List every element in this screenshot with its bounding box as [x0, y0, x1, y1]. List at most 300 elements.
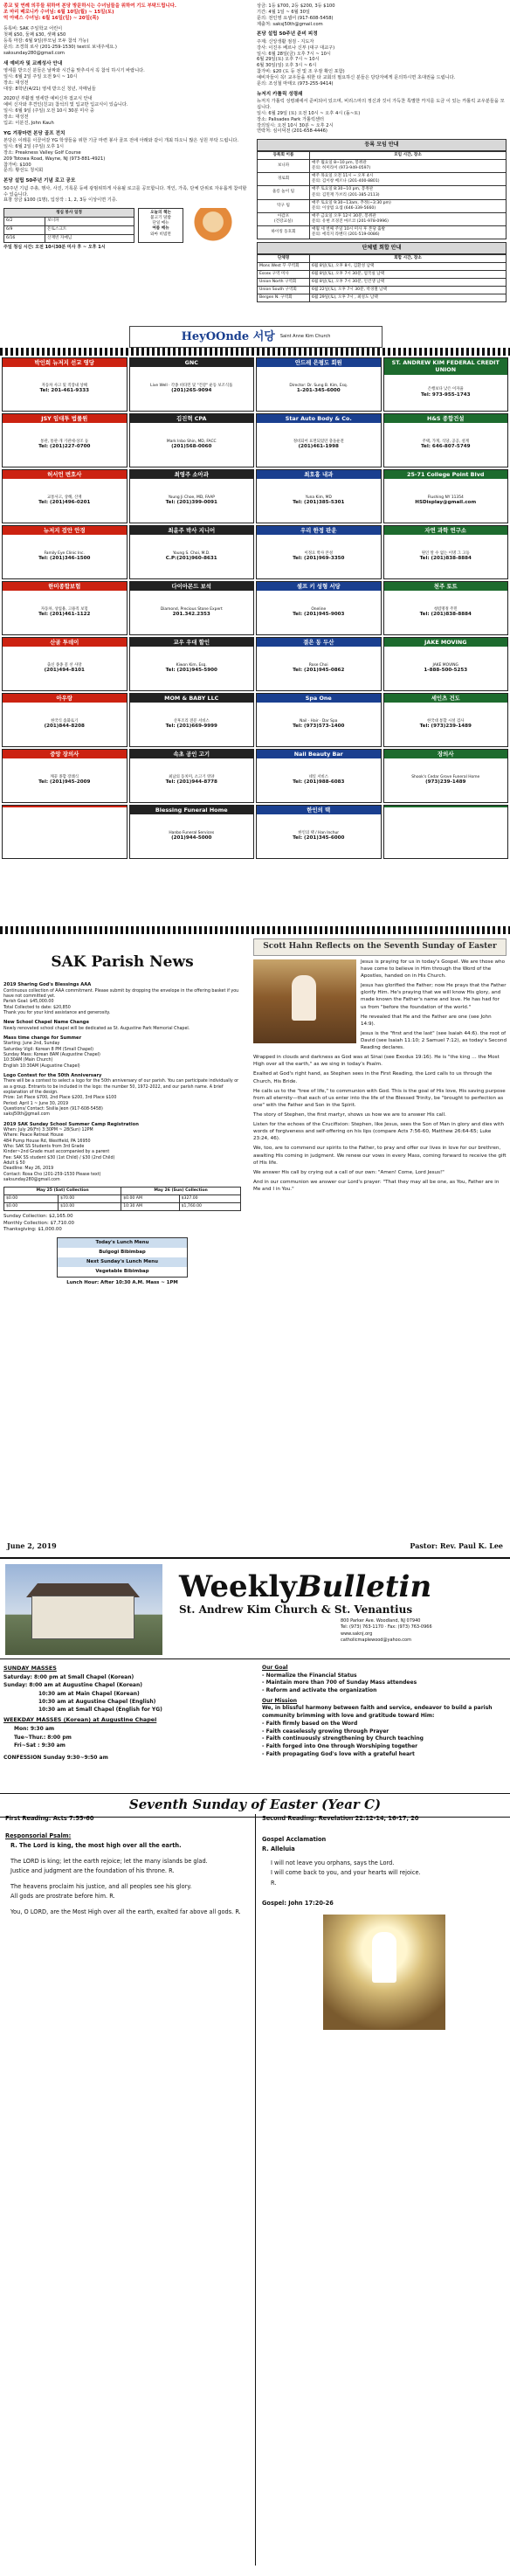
ad-description: 통관, 통관·개 기관세·상조 등: [40, 439, 89, 444]
ad-description: Live Well · 각종 비타민 및 "건강" 운동 보조식품: [150, 383, 233, 388]
goal-item: - Reform and activate the organization: [262, 1687, 377, 1694]
psalm-response: R. The Lord is king, the most high over all the earth.: [10, 1842, 182, 1850]
table-row: [258, 279, 507, 287]
ad-card: [129, 525, 255, 579]
ad-phone: Tel: (973)573-1400: [293, 724, 345, 730]
ad-card: [2, 805, 128, 859]
table-header: May 25 (Sat) Collection: [4, 1188, 121, 1195]
menu-bubble: [138, 208, 183, 243]
ad-description: 네일 서비스: [308, 774, 329, 779]
mass-item: 10:30 am at Main Chapel (Korean): [38, 1690, 140, 1697]
ad-card: [383, 749, 509, 803]
reflection-paragraph: We answer His call by crying out a call of our own: "Amen! Come, Lord Jesus!": [253, 1169, 445, 1175]
ad-title: 최윤주 박사 지니어: [130, 526, 254, 535]
masthead-title: [179, 1568, 431, 1617]
weekday-masses-title: WEEKDAY MASSES (Korean) at Augustine Chapel: [3, 1716, 157, 1724]
ad-phone: Tel: (201)969-3350: [293, 556, 345, 562]
column-divider: [255, 1814, 256, 2566]
ad-phone: Tel: (201)345-6000: [293, 835, 345, 841]
table-header: May 26 (Sun) Collection: [121, 1188, 241, 1195]
reflection-paragraph: Exalted at God's right hand, as Stephen sees in the First Reading, the Lord calls to us through the Church, His Bride.: [253, 1071, 493, 1084]
ad-phone: HSDisplay@gmail.com: [415, 500, 477, 506]
ad-card: [383, 413, 509, 467]
table-cell: 보니파: [258, 160, 310, 173]
cleaning-schedule: [3, 208, 251, 243]
ad-title: 결은 동 두산: [257, 638, 381, 647]
table-cell: 6월 22일(토), 오후 7시 30분, 박경철 남택: [310, 287, 507, 294]
ad-card: [256, 749, 382, 803]
ad-title: 천주 토트: [384, 582, 508, 591]
ad-body: [3, 758, 127, 802]
mission-item: - Faith ceaselessly growing through Prayer: [262, 1728, 389, 1735]
table-cell: 매주 목요일 오전 11시 ~ 오후 4시 문의: 김이창 베르나 (201-400-8801): [310, 173, 507, 186]
table-cell: 아감포 (건강교실): [258, 212, 310, 225]
news-item-body: Continuous collection of AAA commitment. Please submit by dropping the envelope in the offering basket if you have not committed yet. Parish Goal: $45,000.00 Total Collected to date: $20,850 Thank you for your kind assistance and generosity.: [3, 988, 239, 1016]
ascension-image: [323, 1915, 445, 2030]
table-row: [4, 1195, 241, 1203]
ad-card: [256, 525, 382, 579]
table-cell: 경로회: [258, 173, 310, 186]
ad-body: [257, 647, 381, 690]
table-cell: 매월 세 번째 주일 10시 미사 후 본당 출발 문의: 에리지 라벤디 (201-519-0086): [310, 225, 507, 239]
announcement-body: 50주년 기념 주총, 행사, 사진, 기록문 등에 광범위하게 사용될 로고를 공모합니다. 개인, 가족, 단체 단위로 자유롭게 참여할 수 있습니다. 표창 상금 $100 (1명), 입상작 : 1, 2, 3등 이상이면 기증.: [3, 185, 247, 204]
reflection-paragraph: The story of Stephen, the first martyr, shows us how we are to answer His call.: [253, 1111, 446, 1118]
news-item-body: When: July 26(Fri) 3:30PM ~ 28(Sun) 12PM Where: Peace Retreat House 484 Pump House Rd, Westfield, PA 16950 Who: SAK SS Students from 3rd Grade Kinder~2nd Grade must accompanied by a parent Fee: SAK SS student $30 (1st Child) / $30 (2nd Child) Adult $ 50 Deadline: May 26, 2019 Contact: Rosa Cho (201-259-1530 Please text) saksunday280@gmail.com: [3, 1127, 115, 1182]
goal-title: Our Goal: [262, 1665, 288, 1671]
table-cell: 보니파: [45, 218, 134, 226]
ad-phone: Tel: (201)669-9999: [165, 724, 217, 730]
table-cell: Bergen N. 구역회: [258, 294, 310, 302]
ad-phone: C.P:(201)960-8631: [165, 556, 217, 562]
table-cell: 돈토스크트: [45, 225, 134, 234]
ad-card: [2, 525, 128, 579]
ad-title: 25-71 College Point Blvd: [384, 470, 508, 479]
ad-title: MOM & BABY LLC: [130, 694, 254, 703]
ad-phone: Tel: (201)838-8884: [419, 556, 472, 562]
ad-phone: Tel: (201)838-8884: [419, 612, 472, 618]
reflection-paragraph: Wrapped in clouds and darkness as God was at Sinai (see Exodus 19:16). He is "the king … the Most High over all the earth," as we sing in today's Psalm.: [253, 1055, 500, 1068]
parish-news: [3, 938, 241, 1286]
ad-card: [2, 581, 128, 635]
church-address: 800 Parker Ave. Woodland, NJ 07940 Tel: (973) 763-1170 · Fax: (973) 763-0966 www.saknj.org catholicmaplewood@yahoo.com: [341, 1618, 432, 1643]
ad-body: [3, 807, 127, 858]
ad-body: [130, 703, 254, 746]
ad-phone: 1-201-345-6000: [296, 388, 341, 394]
menu-item: 단일 메뉴: [152, 221, 169, 226]
meetings-title: 단체별 회합 안내: [257, 242, 507, 254]
ad-card: [129, 693, 255, 747]
lunch-hours: Lunch Hour: After 10:30 A.M. Mass ~ 1PM: [66, 1280, 178, 1286]
ad-body: [130, 367, 254, 411]
ad-title: Nail Beauty Bar: [257, 750, 381, 758]
confession-time: CONFESSION Sunday 9:30~9:50 am: [3, 1755, 108, 1762]
mass-schedule: [3, 1662, 250, 1762]
reflection-paragraph: And in our communion we answer our Lord's prayer: "That they may all be one, as You, Father are in Me and I in You.": [253, 1179, 500, 1192]
ad-card: [129, 805, 255, 859]
cartoon-character-image: [187, 208, 239, 243]
ad-description: 산후조리 전문 서비스: [173, 718, 210, 724]
announcement-title: 뉴저지 카톨릭 성령쇄: [257, 91, 303, 97]
ad-description: 한국식 솜화로기: [51, 718, 79, 724]
ad-body: [3, 591, 127, 634]
ad-body: [257, 479, 381, 523]
table-row: [258, 186, 507, 199]
ad-phone: (201)944-5000: [171, 835, 212, 841]
ad-card: [256, 413, 382, 467]
lunch-title: Next Sunday's Lunch Menu: [58, 1257, 187, 1267]
table-cell: Union North 구역회: [258, 279, 310, 287]
ad-body: [3, 647, 127, 690]
ad-title: JSY 임대투 법률원: [3, 414, 127, 423]
news-item-title: Mass time change for Summer: [3, 1035, 82, 1042]
announcement-body: 상금: 1등 $700, 2등 $200, 3등 $100 기간: 4월 1일 ~ 6월 30일 문의: 전인영 요셉어 (917-608-5458) 제출처: saksj50th@gmail.com: [257, 3, 335, 27]
ad-title: 중앙 장의사: [3, 750, 127, 758]
table-row: [258, 262, 507, 270]
alleluia: R. Alleluia: [262, 1845, 295, 1853]
ad-phone: (973)239-1489: [425, 779, 466, 786]
table-header: 단체명: [258, 254, 310, 262]
ad-description: 최남의 동치미, 소고기 영양: [169, 774, 215, 779]
ad-card: [256, 805, 382, 859]
announcement-block: [3, 131, 251, 175]
ad-card: [129, 581, 255, 635]
news-section: [0, 935, 510, 1538]
ad-title: 김진혁 CPA: [130, 414, 254, 423]
reflection-paragraph: Listen for the echoes of the Crucifixion: Stephen, like Jesus, sees the Son of Man in glory and dies with words of forgiveness and self-offering on his lips (compare Acts 7:56-60, Matthew 26:64-65; Luke 23:24, 46).: [253, 1122, 505, 1142]
divider-band: [0, 348, 510, 356]
news-item-title: New School Chapel Name Change: [3, 1020, 89, 1026]
table-cell: $0.00: [4, 1203, 59, 1211]
news-item: [3, 1020, 241, 1032]
ad-card: [256, 637, 382, 691]
ad-description: 교통사고, 상해, 산재: [46, 495, 82, 500]
table-cell: $0.00: [4, 1195, 59, 1203]
ad-title: 최영주 소아과: [130, 470, 254, 479]
ad-description: 자동차, 상업용, 고용직 보험: [40, 606, 88, 612]
ad-phone: (201)844-8208: [44, 724, 85, 730]
table-cell: 6/16: [4, 234, 45, 243]
ad-card: [2, 693, 128, 747]
ad-phone: Tel: 973-955-1743: [420, 391, 471, 398]
ad-body: [130, 647, 254, 690]
table-cell: $327.00: [179, 1195, 240, 1203]
mass-item: 10:30 am at Small Chapel (English for YG): [38, 1707, 162, 1714]
table-row: [258, 270, 507, 278]
ad-description: 출신 종종 꽃 선 사망: [46, 662, 82, 668]
news-items: [3, 982, 241, 1183]
ad-description: Flushing NY 11354: [427, 495, 464, 500]
masthead-subtitle: St. Andrew Kim Church & St. Venantius: [179, 1603, 413, 1616]
ad-body: [130, 591, 254, 634]
announcement-block: [3, 178, 251, 204]
reflection-paragraph: Jesus is praying for us in today's Gospel. We are those who have come to believe in Him through the Word of the Apostles, handed on in His Church.: [361, 959, 506, 980]
ad-title: 한미종합보험: [3, 582, 127, 591]
ad-phone: Tel: 646-807-5749: [420, 444, 471, 450]
ad-phone: Tel: (201)227-0700: [38, 444, 91, 450]
ad-card: [2, 357, 128, 412]
bulletin-masthead: [0, 1564, 510, 1657]
ad-card: [383, 805, 509, 859]
ad-phone: Tel: (201)944-8778: [165, 779, 217, 786]
goal-item: - Normalize the Financial Status: [262, 1672, 357, 1679]
ad-title: 교우 우대 할인: [130, 638, 254, 647]
table-row: [258, 173, 507, 186]
ad-body: [130, 423, 254, 467]
ad-description: Diamond, Precious Stone Expert: [160, 606, 223, 612]
ad-body: [130, 814, 254, 858]
ad-title: 아우랑: [3, 694, 127, 703]
sunday-masses-title: SUNDAY MASSES: [3, 1665, 57, 1672]
ad-description: 원인 알 수 없는 이명 그 고등: [421, 551, 470, 556]
table-cell: 6월 29일(토), 오후 7시 , 최성도 남택: [310, 294, 507, 302]
announcement-block: [3, 61, 251, 93]
second-reading: Second Reading: Revelation 22:12-14, 16-17, 20: [262, 1815, 419, 1822]
news-item-body: Starting: June 2nd, Sunday Saturday Vigil: Korean 8 PM (Small Chapel) Sunday Mass: Korean 8AM (Augustine Chapel) 10:30AM (Main Church) English 10:30AM (Augustine Chapel): [3, 1042, 100, 1069]
groups-title: 등록 모임 안내: [257, 139, 507, 151]
announcement-body: 2020년 부활절 영세반 예비신자 접교식 안내 예비 신자와 후견인(친교) 참석의 및 입교반 입교식이 있습니다. 일시: 6월 9일 (주일) 오전 10시 30분 미사 중 장소: 대성전 입교: 이분진, John Kauh: [3, 96, 128, 126]
ad-body: [384, 375, 508, 411]
ad-body: [3, 535, 127, 578]
ad-body: [130, 535, 254, 578]
ad-phone: (201)265-9094: [171, 388, 212, 394]
ad-body: [257, 423, 381, 467]
scott-hahn-reflection: [253, 938, 507, 1193]
ad-title: ST. ANDREW KIM FEDERAL CREDIT UNION: [384, 358, 508, 375]
ad-card: [2, 413, 128, 467]
ad-description: Oneline: [311, 606, 327, 612]
ad-body: [384, 807, 508, 858]
announcement-body: 영세를 받으신 분들은 날짜와 시간을 맞추셔서 꼭 참석 하시기 바랍니다. 일시: 6월 2일 주일 오전 9시 ~ 10시 장소: 대성전 대상: 8학년(4/21) 영세 받으신 청년, 자매님들: [3, 68, 145, 92]
lunch-title: Today's Lunch Menu: [58, 1238, 187, 1248]
table-cell: $70.00: [59, 1195, 121, 1203]
ad-card: [383, 357, 509, 412]
ad-phone: Tel: (201)945-5900: [165, 668, 217, 674]
ad-body: [257, 814, 381, 858]
korean-announcements: [0, 0, 510, 348]
menu-item: 오늘의 책는: [150, 211, 171, 216]
sponsor-logo: [129, 326, 382, 348]
ad-card: [256, 693, 382, 747]
ad-body: [384, 703, 508, 746]
news-item-body: There will be a contest to select a logo for the 50th anniversary of our parish. You can participate individually or as a group. Entrants to be included in the logo: the number 50, 1972-2022, and our parish name. A brief explanation of the design. Prize: 1st Place $700, 2nd Place $200, 3rd Place $100 Period: April 1 ~ June 30, 2019 Questions/ Contact: Sisilia Jeon (917-608-5458) saksj50th@gmail.com: [3, 1079, 239, 1118]
ad-body: [3, 479, 127, 523]
cleaning-title: 청심 봉사 일정: [4, 209, 134, 218]
ad-phone: (201)494-8101: [44, 668, 85, 674]
ad-title: 세인츠 건도: [384, 694, 508, 703]
ad-body: [3, 703, 127, 746]
table-row: [4, 1203, 241, 1211]
gospel-reading: Gospel: John 17:20-26: [262, 1900, 334, 1908]
korean-left-column: [3, 3, 251, 251]
table-cell: 매주 금요일 오후 12시 30분, 봉쥐관 문의: 유현 조경진 마르코 (201-978-0996): [310, 212, 507, 225]
reflection-paragraph: Jesus is the "first and the last" (see Isaiah 44:6). the root of David (see Isaiah 11:10; 2 Samuel 7:12), as today's Second Reading declares.: [361, 1030, 507, 1051]
table-cell: Essex 구역 미사: [258, 270, 310, 278]
ad-card: [2, 469, 128, 523]
masthead-weekly: Weekly: [179, 1569, 297, 1604]
table-cell: 매주 토요일 9:30~13am, 추정(~3:30 pm) 문의: 이상범 요셉 (646-339-5660): [310, 199, 507, 212]
announcement-title: 새 예비자 및 교례성사 안내: [3, 60, 63, 66]
ad-card: [129, 413, 255, 467]
ad-description: Director: Dr. Sung B. Kim, Esq.: [289, 383, 348, 388]
mass-item: Fri~Sat : 9:30 am: [14, 1742, 65, 1748]
mass-item: Tue~Thur.: 8:00 pm: [14, 1734, 72, 1741]
church-photo: [5, 1564, 162, 1655]
ad-body: [384, 423, 508, 467]
ad-description: 자동차 사고 및 직장내 상해: [41, 383, 87, 388]
table-cell: 하이킹 동호회: [258, 225, 310, 239]
ad-description: JAKE MOVING: [432, 662, 458, 668]
ad-body: [3, 423, 127, 467]
announcement-title: 본당 설립 50주년 준비 피정: [257, 31, 318, 38]
ad-description: 주택, 가게, 식당, 공공, 설계: [422, 439, 470, 444]
ad-phone: Tel: (973)239-1489: [419, 724, 472, 730]
announcement-block: [257, 92, 507, 135]
ad-title: 뉴저지 검안 안경: [3, 526, 127, 535]
table-cell: 산재빈 자매님: [45, 234, 134, 243]
ad-body: [257, 367, 381, 411]
mission-item: - Faith forged into One through Worshiping together: [262, 1742, 418, 1749]
ad-title: 한인의 택: [257, 806, 381, 814]
table-cell: 6/2: [4, 218, 45, 226]
logo-sub: Saint Anne Kim Church: [279, 334, 331, 340]
table-row: [258, 225, 507, 239]
ad-body: [130, 758, 254, 802]
advertisements: [0, 348, 510, 935]
ad-title: Star Auto Body & Co.: [257, 414, 381, 423]
ad-body: [257, 703, 381, 746]
korean-right-column: [257, 3, 507, 302]
ad-grid: [2, 357, 508, 859]
reflection-paragraph: He revealed that He and the Father are one (see John 14:9).: [361, 1014, 492, 1027]
mass-item: 10:30 am at Augustine Chapel (English): [38, 1698, 156, 1705]
news-title: SAK Parish News: [51, 953, 194, 971]
ad-card: [129, 637, 255, 691]
news-item: [3, 1035, 241, 1070]
ad-title: JAKE MOVING: [384, 638, 508, 647]
news-item-title: 2019 SAK Sunday School Summer Camp Registration: [3, 1121, 139, 1127]
table-header: 회합 시간, 장소: [310, 254, 507, 262]
mass-item: Sunday: 8:00 am at Augustine Chapel (Korean): [3, 1682, 142, 1689]
ad-body: [384, 758, 508, 802]
ad-card: [383, 637, 509, 691]
gospel-acclamation-title: Gospel Acclamation: [262, 1835, 327, 1843]
table-cell: 매주 월요일 8~10 pm, 봉쥐관 문의: 허미라이 (973-949-0597): [310, 160, 507, 173]
menu-item: 불고기 덮밥: [150, 216, 171, 221]
reflection-paragraph: We, too, are to commend our spirits to the Father, to pray and offer our lives in love for our brethren, awaiting His coming in judgment. We renew our vows in every Mass, coming forward to receive the gift of His life.: [253, 1146, 507, 1166]
ad-description: Kiwon Kim, Esq.: [176, 662, 207, 668]
table-cell: Mons West 꾸 쿠역회: [258, 262, 310, 270]
ad-body: [257, 591, 381, 634]
logo-mark: HeyOOnde 서당: [181, 329, 275, 343]
psalm-verse: You, O LORD, are the Most High over all the earth, exalted far above all gods. R.: [10, 1908, 241, 1915]
news-item-title: 2019 Sharing God's Blessings AAA: [3, 982, 92, 988]
sunday-title: Seventh Sunday of Easter (Year C): [0, 1793, 510, 1818]
ad-description: 깨끗 종합 장례식: [50, 774, 79, 779]
divider: [0, 1658, 510, 1659]
meetings-table: [257, 254, 507, 302]
news-item-body: Newly renovated school chapel will be dedicated as St. Augustine Park Memorial Chapel.: [3, 1026, 190, 1031]
ad-description: 청렴명정 주민: [433, 606, 458, 612]
goals-and-mission: [262, 1662, 507, 1758]
announcement-body: 뉴저지 가톨릭 성령쇄에서 준비되어 있으며, 비리스마의 정신과 깃이 가득찬 특별한 카지를 도금 이 있는 카톨릭 교우분들을 모십니다. 일시: 6월 29일 (토) 오전 10시 ~ 오후 4시 (돌~토) 장소: Palisades Park 가톨릭센터 강의일시: 오전 10시 30분 ~ 오후 2시 연락처: 심이덕전 (201-658-4446): [257, 99, 505, 135]
reflection-paragraph: Jesus has glorified the Father; now He prays that the Father glorify Him. He's praying that we will know His glory, and made known the Father's name and love. He has had for us from "before the foundation of the world.": [361, 983, 507, 1010]
first-reading: First Reading: Acts 7:55-60: [5, 1815, 94, 1822]
ad-title: 박인희 뉴저지 선교 영당: [3, 358, 127, 367]
weekly-bulletin-page: [0, 1538, 510, 2576]
ad-phone: 1-888-500-5253: [424, 668, 468, 674]
lunch-item: Vegetable Bibimbap: [95, 1269, 149, 1275]
divider-band: [0, 926, 510, 934]
psalm-verse: The heavens proclaim his justice, and all peoples see his glory.: [10, 1882, 192, 1890]
reflection-title: Scott Hahn Reflects on the Seventh Sunday of Easter: [253, 938, 507, 956]
news-item-title: Logo Contest for the 50th Anniversary: [3, 1073, 102, 1079]
table-cell: 6월 8일(토), 오후 7시 30분, 엄국실 남택: [310, 270, 507, 278]
collection-summary: Sunday Collection: $2,165.00 Monthly Collection: $7,710.00 Thanksgiving: $1,000.00: [3, 1214, 74, 1232]
ad-description: Rose Choi: [308, 662, 328, 668]
ad-description: 이정요 박사 본성: [304, 551, 333, 556]
ad-body: [384, 535, 508, 578]
ad-description: 한국대 통합 시설 검사: [427, 718, 465, 724]
announcement-body: 주제: 신앙생활 점검 - 지도자 강사: 이진우 베르나 신부 (대구 대교구) 일시: 6월 28일(금) 오후 7시 ~ 10시 6월 29일(토) 오후 7시 ~ 10시 6월 30일(일) 오후 3시 ~ 6시 참가비: $20 (도 등 전 및 조 우잠 확인 포함) 예비자들이 꼭! 교우들을 위한 타 교회의 필요하신 분들은 당당자에게 문의하시면 초대권을 드립니다. 문의: 조성철 마태오 (973-255-9414): [257, 38, 456, 87]
mission-item: - Faith continuously strengthening by Church teaching: [262, 1735, 424, 1742]
news-item: [3, 982, 241, 1016]
ad-phone: Tel: (201)945-9003: [293, 612, 345, 618]
ad-phone: (201)461-1998: [298, 444, 339, 450]
ad-body: [384, 591, 508, 634]
table-cell: 탁구 팀: [258, 199, 310, 212]
mission-text: We, in blissful harmony between faith and service, endeavor to build a parish community brimming with love and gratitude toward Him:: [262, 1705, 493, 1720]
ad-phone: Tel: (201)461-1122: [38, 612, 91, 618]
mission-item: - Faith firmly based on the Word: [262, 1720, 358, 1727]
news-item: [3, 1073, 241, 1118]
table-row: [258, 160, 507, 173]
masthead-bulletin: Bulletin: [296, 1569, 432, 1604]
ad-description: 은행보다 낮은 이자율: [427, 386, 464, 391]
divider: [0, 1557, 510, 1559]
lunch-menu: [57, 1237, 188, 1278]
ad-card: [383, 581, 509, 635]
ad-title: Spa One: [257, 694, 381, 703]
announcement-title: 본당 설립 50주년 기념 로고 공모: [3, 178, 76, 184]
table-cell: 매주 토요일 8:30~10 pm, 봉쥐관 문의: 김민재 가브리 (201-385-2113): [310, 186, 507, 199]
ad-phone: Tel: (201)385-5301: [293, 500, 345, 506]
ad-phone: Tel: 201-461-9333: [39, 388, 90, 394]
mission-title: Our Mission: [262, 1697, 298, 1704]
ad-title: 최호홍 내과: [257, 470, 381, 479]
ad-title: H&S 종합건설: [384, 414, 508, 423]
ad-phone: Tel: (201)399-0091: [165, 500, 217, 506]
sunday-school-registration: 등록비: SAK 주일학교 어린이 첫째 $50, 둘째 $30, 셋째 $50 등록 마감: 6월 9일(부모님 모두 참석 가능) 문의: 조경희 로사 (201-259-1530) text로 보내주세요.) saksunday280@gmail.com: [3, 26, 117, 56]
ad-title: 산골 투데이: [3, 638, 127, 647]
menu-item: 와마 비빔면: [150, 232, 171, 237]
ad-card: [383, 693, 509, 747]
lunch-item: Bulgogi Bibimbap: [99, 1249, 146, 1255]
ad-card: [256, 469, 382, 523]
mass-item: Mon: 9:30 am: [14, 1726, 55, 1733]
table-header: 모임 시간, 장소: [310, 152, 507, 160]
announcement-title: YG 겨광마련 본당 골프 전치: [3, 130, 65, 136]
ad-title: GNC: [130, 358, 254, 367]
ad-body: [257, 758, 381, 802]
acclamation-text: I will not leave you orphans, says the Lord. I will come back to you, and your hearts will rejoice. R.: [271, 1859, 421, 1887]
table-row: [258, 294, 507, 302]
ad-title: 다이아몬드 보석: [130, 582, 254, 591]
ad-body: [3, 367, 127, 411]
ad-card: [383, 469, 509, 523]
menu-item: 여름 메뉴: [152, 226, 169, 232]
table-cell: $1,760.00: [179, 1203, 240, 1211]
table-cell: $0.00 AM: [121, 1195, 179, 1203]
